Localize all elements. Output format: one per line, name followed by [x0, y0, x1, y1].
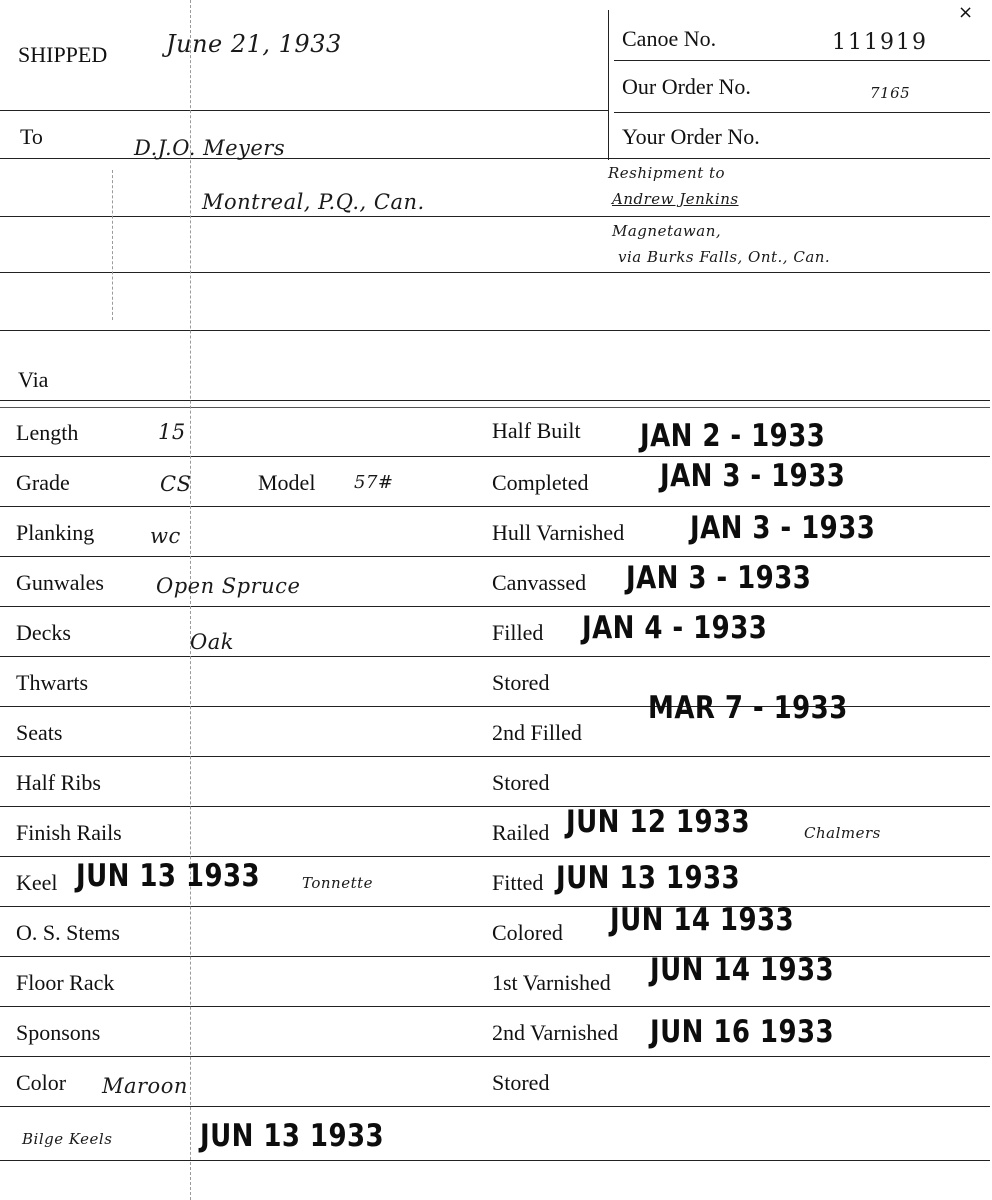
- colored-label: Colored: [492, 920, 563, 945]
- header-line-2: [0, 158, 614, 159]
- keel-label: Keel: [16, 870, 58, 895]
- bilge-keels-stamp: JUN 13 1933: [200, 1118, 385, 1154]
- stored-label-1: Stored: [492, 670, 550, 695]
- seats-label: Seats: [16, 720, 63, 745]
- canoe-no-label: Canoe No.: [622, 26, 717, 51]
- first-varnished-label: 1st Varnished: [492, 970, 611, 995]
- fitted-label: Fitted: [492, 870, 544, 895]
- via-line-double: [0, 407, 990, 408]
- color-label: Color: [16, 1070, 67, 1095]
- row-line-seats: [0, 756, 990, 757]
- length-label: Length: [16, 420, 79, 445]
- color-value: Maroon: [102, 1074, 188, 1098]
- railed-note: Chalmers: [804, 824, 881, 842]
- second-varnished-stamp: JUN 16 1933: [650, 1014, 835, 1050]
- finish-rails-label: Finish Rails: [16, 820, 122, 845]
- via-line: [0, 400, 990, 401]
- floor-rack-label: Floor Rack: [16, 970, 115, 995]
- reship-note-line-2: Andrew Jenkins: [612, 190, 739, 208]
- our-order-no-value: 7165: [870, 84, 911, 102]
- canvassed-label: Canvassed: [492, 570, 587, 595]
- second-filled-stamp: MAR 7 - 1933: [648, 690, 848, 726]
- to-address: Montreal, P.Q., Can.: [202, 190, 425, 214]
- row-line-decks: [0, 656, 990, 657]
- decks-value: Oak: [190, 630, 234, 654]
- header-line-5: [0, 330, 990, 331]
- our-order-no-label: Our Order No.: [622, 74, 751, 99]
- row-line-finishrails: [0, 856, 990, 857]
- half-built-label: Half Built: [492, 418, 581, 443]
- row-line-color: [0, 1106, 990, 1107]
- fitted-stamp: JUN 13 1933: [556, 860, 741, 896]
- colored-stamp: JUN 14 1933: [610, 902, 795, 938]
- planking-label: Planking: [16, 520, 95, 545]
- shipped-label: SHIPPED: [18, 42, 108, 67]
- sponsons-label: Sponsons: [16, 1020, 101, 1045]
- corner-mark: ×: [958, 2, 974, 23]
- model-value: 57#: [354, 472, 394, 493]
- railed-stamp: JUN 12 1933: [566, 804, 751, 840]
- to-label: To: [20, 124, 43, 149]
- column-guide: [112, 170, 113, 320]
- header-line-1: [0, 110, 608, 111]
- half-ribs-label: Half Ribs: [16, 770, 101, 795]
- completed-label: Completed: [492, 470, 589, 495]
- row-line-floorrack: [0, 1006, 990, 1007]
- hull-varnished-stamp: JAN 3 - 1933: [690, 510, 876, 546]
- row-line-halfribs: [0, 806, 990, 807]
- header-line-3: [0, 216, 990, 217]
- completed-stamp: JAN 3 - 1933: [660, 458, 846, 494]
- stored-label-2: Stored: [492, 770, 550, 795]
- grade-label: Grade: [16, 470, 70, 495]
- os-stems-label: O. S. Stems: [16, 920, 120, 945]
- order-row-line-2: [614, 112, 990, 113]
- second-varnished-label: 2nd Varnished: [492, 1020, 619, 1045]
- grade-value: CS: [160, 472, 192, 496]
- header-line-4: [0, 272, 990, 273]
- model-label: Model: [258, 470, 316, 495]
- canvassed-stamp: JAN 3 - 1933: [626, 560, 812, 596]
- planking-value: wc: [150, 524, 181, 548]
- canoe-no-value: 111919: [832, 30, 928, 55]
- row-line-grade: [0, 506, 990, 507]
- filled-stamp: JAN 4 - 1933: [582, 610, 768, 646]
- row-line-keel: [0, 906, 990, 907]
- keel-stamp: JUN 13 1933: [76, 858, 261, 894]
- railed-label: Railed: [492, 820, 550, 845]
- shipped-date: June 21, 1933: [166, 30, 342, 58]
- reship-note-line-1: Reshipment to: [608, 164, 726, 182]
- order-row-line-1: [614, 60, 990, 61]
- filled-label: Filled: [492, 620, 544, 645]
- row-line-osstems: [0, 956, 990, 957]
- decks-label: Decks: [16, 620, 71, 645]
- gunwales-label: Gunwales: [16, 570, 104, 595]
- gunwales-value: Open Spruce: [156, 574, 301, 598]
- row-line-footer: [0, 1160, 990, 1161]
- to-name: D.J.O. Meyers: [134, 136, 286, 160]
- order-box-divider: [608, 10, 609, 160]
- second-filled-label: 2nd Filled: [492, 720, 582, 745]
- hull-varnished-label: Hull Varnished: [492, 520, 625, 545]
- first-varnished-stamp: JUN 14 1933: [650, 952, 835, 988]
- your-order-no-label: Your Order No.: [622, 124, 760, 149]
- row-line-length: [0, 456, 990, 457]
- half-built-stamp: JAN 2 - 1933: [640, 418, 826, 454]
- keel-note: Tonnette: [302, 874, 374, 892]
- row-line-sponsons: [0, 1056, 990, 1057]
- length-value: 15: [158, 420, 186, 444]
- reship-note-line-3: Magnetawan,: [612, 222, 722, 240]
- row-line-gunwales: [0, 606, 990, 607]
- row-line-planking: [0, 556, 990, 557]
- bilge-keels-note: Bilge Keels: [22, 1130, 113, 1148]
- column-guide: [190, 0, 191, 1200]
- via-label: Via: [18, 367, 49, 392]
- thwarts-label: Thwarts: [16, 670, 89, 695]
- stored-label-3: Stored: [492, 1070, 550, 1095]
- reship-note-line-4: via Burks Falls, Ont., Can.: [618, 248, 831, 266]
- order-row-line-3: [614, 158, 990, 159]
